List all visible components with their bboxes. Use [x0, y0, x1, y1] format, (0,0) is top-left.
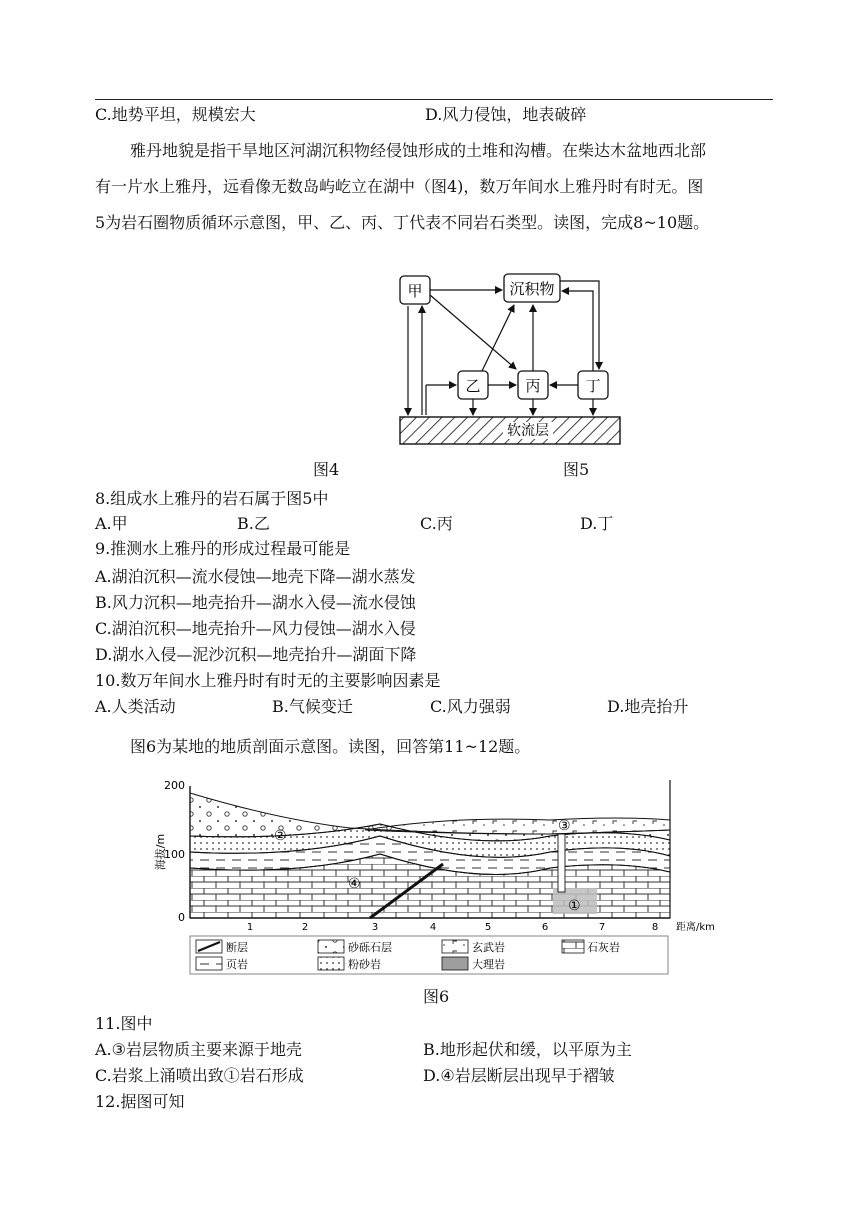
- q9-option-d: D.湖水入侵—泥沙沉积—地壳抬升—湖面下降: [95, 645, 417, 664]
- x-tick-4: 4: [429, 922, 437, 933]
- legend-fault: 断层: [226, 941, 248, 954]
- rock-cycle-diagram: [390, 265, 630, 450]
- q10-option-a: A.人类活动: [95, 697, 176, 716]
- legend-shale-symbol: [196, 957, 222, 970]
- legend-shale: 页岩: [226, 958, 248, 971]
- x-tick-6: 6: [541, 922, 549, 933]
- header-rule: [95, 99, 773, 100]
- q11-stem: 11.图中: [95, 1014, 153, 1033]
- caption-fig4: 图4: [313, 460, 340, 479]
- caption-fig6: 图6: [423, 987, 450, 1006]
- y-axis-label: 海拔/m: [154, 833, 167, 871]
- intro-line-2: 有一片水上雅丹，远看像无数岛屿屹立在湖中（图4)，数万年间水上雅丹时有时无。图: [95, 177, 704, 196]
- q9-stem: 9.推测水上雅丹的形成过程最可能是: [95, 539, 351, 558]
- q11-option-d: D.④岩层断层出现早于褶皱: [423, 1066, 615, 1085]
- q9-option-b: B.风力沉积—地壳抬升—湖水入侵—流水侵蚀: [95, 593, 416, 612]
- prev-option-c: C.地势平坦，规模宏大: [95, 105, 256, 124]
- q8-option-a: A.甲: [95, 514, 128, 533]
- sediment-label: 沉积物: [509, 280, 555, 298]
- x-tick-5: 5: [484, 922, 492, 933]
- caption-fig5: 图5: [563, 460, 590, 479]
- rock-jia-label: 甲: [407, 282, 423, 300]
- q11-option-a: A.③岩层物质主要来源于地壳: [95, 1040, 302, 1059]
- fig6-intro: 图6为某地的地质剖面示意图。读图，回答第11~12题。: [130, 737, 531, 756]
- prev-option-d: D.风力侵蚀，地表破碎: [425, 105, 587, 124]
- legend-siltstone-symbol: [318, 957, 344, 970]
- legend-limestone-symbol: [562, 940, 584, 953]
- q10-stem: 10.数万年间水上雅丹时有时无的主要影响因素是: [95, 671, 441, 690]
- legend-siltstone: 粉砂岩: [348, 958, 381, 971]
- q12-stem: 12.据图可知: [95, 1092, 185, 1111]
- marker-3: ③: [558, 818, 571, 834]
- marker-1: ①: [568, 898, 581, 914]
- marker-4: ④: [348, 876, 361, 892]
- legend-limestone: 石灰岩: [587, 941, 620, 954]
- rock-yi-label: 乙: [465, 377, 481, 395]
- legend-basalt: 玄武岩: [472, 941, 505, 954]
- q9-option-a: A.湖泊沉积—流水侵蚀—地壳下降—湖水蒸发: [95, 567, 416, 586]
- x-tick-2: 2: [301, 922, 309, 933]
- legend-marble-symbol: [442, 957, 468, 970]
- x-tick-7: 7: [598, 922, 606, 933]
- geological-section-diagram: [150, 768, 715, 980]
- x-axis-label: 距离/km: [676, 922, 715, 933]
- q10-option-b: B.气候变迁: [272, 697, 353, 716]
- q8-option-d: D.丁: [580, 514, 614, 533]
- basalt-layer: [365, 818, 670, 834]
- q10-option-c: C.风力强弱: [430, 697, 511, 716]
- x-tick-3: 3: [371, 922, 379, 933]
- q9-option-c: C.湖泊沉积—地壳抬升—风力侵蚀—湖水入侵: [95, 619, 416, 638]
- q11-option-c: C.岩浆上涌喷出致①岩石形成: [95, 1066, 304, 1085]
- y-tick-200: 200: [164, 779, 185, 792]
- legend-conglomerate: 砂砾石层: [348, 941, 392, 954]
- intro-line-3: 5为岩石圈物质循环示意图，甲、乙、丙、丁代表不同岩石类型。读图，完成8~10题。: [95, 213, 710, 232]
- q8-stem: 8.组成水上雅丹的岩石属于图5中: [95, 489, 329, 508]
- marker-2: ②: [274, 828, 287, 844]
- y-tick-0: 0: [178, 911, 185, 924]
- q8-option-c: C.丙: [420, 514, 453, 533]
- rock-ding-label: 丁: [585, 377, 601, 395]
- rock-bing-label: 丙: [525, 377, 541, 395]
- legend-conglomerate-symbol: [318, 940, 344, 953]
- asthenosphere-label: 软流层: [507, 423, 549, 439]
- legend-marble: 大理岩: [472, 958, 505, 971]
- q8-option-b: B.乙: [237, 514, 270, 533]
- intro-line-1: 雅丹地貌是指干旱地区河湖沉积物经侵蚀形成的土堆和沟槽。在柴达木盆地西北部: [130, 141, 707, 160]
- q10-option-d: D.地壳抬升: [607, 697, 689, 716]
- intrusion-dyke: [558, 834, 565, 892]
- x-tick-8: 8: [651, 922, 659, 933]
- x-tick-1: 1: [246, 922, 254, 933]
- q11-option-b: B.地形起伏和缓，以平原为主: [423, 1040, 632, 1059]
- y-tick-100: 100: [164, 848, 185, 861]
- legend-basalt-symbol: [442, 940, 468, 953]
